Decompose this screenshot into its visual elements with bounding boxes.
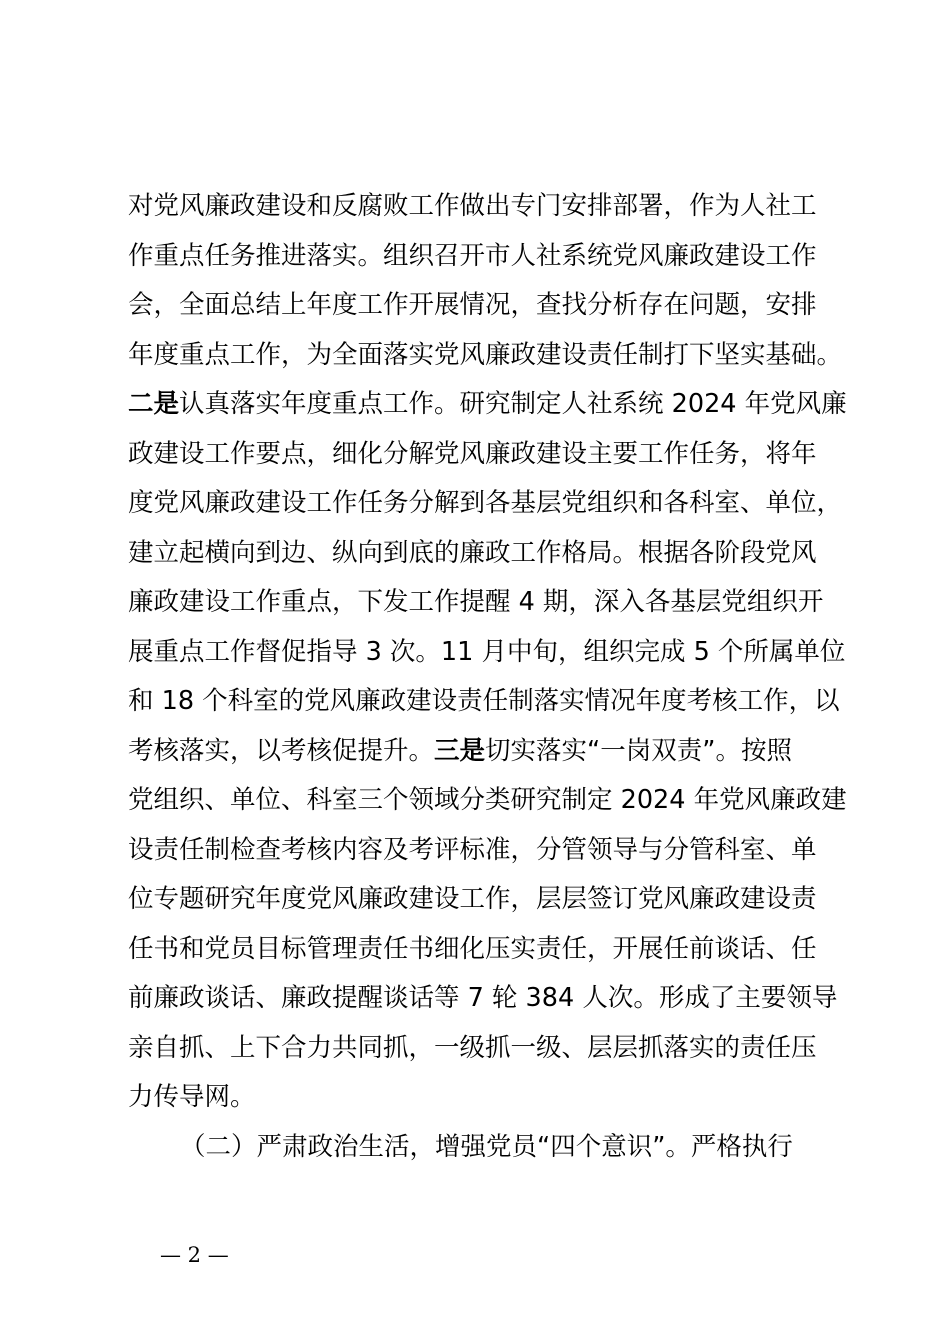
text-segment: 对党风廉政建设和反腐败工作做出专门安排部署，作为人社工 xyxy=(128,191,817,221)
text-segment: 前廉政谈话、廉政提醒谈话等 7 轮 384 人次。形成了主要领导 xyxy=(128,983,838,1013)
text-line xyxy=(128,974,848,1024)
text-line xyxy=(128,727,848,777)
text-line xyxy=(128,380,848,430)
text-segment: 考核落实，以考核促提升。 xyxy=(128,735,435,766)
text-segment: 设责任制检查考核内容及考评标准，分管领导与分管科室、单 xyxy=(128,834,817,865)
text-line xyxy=(128,182,848,232)
text-line xyxy=(128,677,848,727)
text-line xyxy=(128,1073,848,1123)
text-segment: 廉政建设工作重点，下发工作提醒 4 期，深入各基层党组织开 xyxy=(128,587,824,617)
text-segment: 亲自抓、上下合力共同抓，一级抓一级、层层抓落实的责任压 xyxy=(128,1032,817,1063)
text-line xyxy=(128,1123,848,1173)
text-segment: 政建设工作要点，细化分解党风廉政建设主要工作任务，将年 xyxy=(128,438,817,469)
text-line xyxy=(128,529,848,579)
text-line xyxy=(128,578,848,628)
bold-lead-phrase: 二是 xyxy=(128,389,180,419)
text-segment: 认真落实年度重点工作。研究制定人社系统 2024 年党风廉 xyxy=(179,389,847,419)
bold-lead-phrase: 三是 xyxy=(434,735,486,766)
text-line xyxy=(128,826,848,876)
text-line xyxy=(128,232,848,282)
text-segment: （二）严肃政治生活，增强党员“四个意识”。严格执行 xyxy=(180,1131,793,1162)
text-segment: 切实落实“一岗双责”。按照 xyxy=(485,735,792,766)
text-line xyxy=(128,479,848,529)
text-line xyxy=(128,875,848,925)
body-text xyxy=(128,182,848,1172)
text-line xyxy=(128,628,848,678)
text-line xyxy=(128,1024,848,1074)
text-segment: 度党风廉政建设工作任务分解到各基层党组织和各科室、单位， xyxy=(128,488,843,518)
text-line xyxy=(128,925,848,975)
text-segment: 作重点任务推进落实。组织召开市人社系统党风廉政建设工作 xyxy=(128,240,817,271)
page-number: — 2 — xyxy=(160,1243,229,1267)
text-segment: 党组织、单位、科室三个领域分类研究制定 2024 年党风廉政建 xyxy=(128,785,847,815)
text-segment: 和 18 个科室的党风廉政建设责任制落实情况年度考核工作，以 xyxy=(128,686,840,716)
text-line xyxy=(128,331,848,381)
text-segment: 会，全面总结上年度工作开展情况，查找分析存在问题，安排 xyxy=(128,290,817,320)
text-line xyxy=(128,430,848,480)
text-segment: 位专题研究年度党风廉政建设工作，层层签订党风廉政建设责 xyxy=(128,884,817,914)
text-line xyxy=(128,776,848,826)
text-segment: 年度重点工作，为全面落实党风廉政建设责任制打下坚实基础。 xyxy=(128,339,843,370)
text-line xyxy=(128,281,848,331)
text-segment: 力传导网。 xyxy=(128,1082,256,1112)
text-segment: 展重点工作督促指导 3 次。11 月中旬，组织完成 5 个所属单位 xyxy=(128,636,846,667)
text-segment: 任书和党员目标管理责任书细化压实责任，开展任前谈话、任 xyxy=(128,933,817,964)
text-segment: 建立起横向到边、纵向到底的廉政工作格局。根据各阶段党风 xyxy=(128,537,817,568)
